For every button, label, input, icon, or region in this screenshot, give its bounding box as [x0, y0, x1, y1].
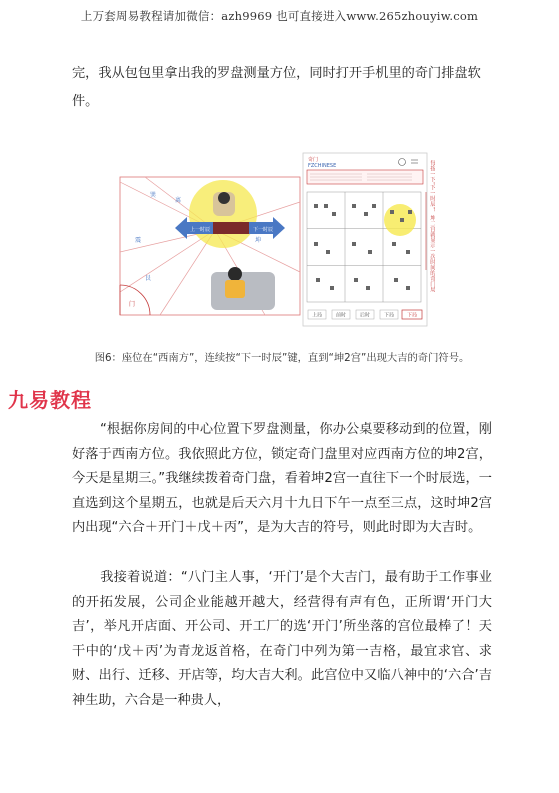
- figure-caption: 图6：座位在“西南方”，连续按“下一时辰”键，直到“坤2宫”出现大吉的奇门符号。: [94, 352, 470, 364]
- svg-text:艮: 艮: [145, 275, 152, 282]
- svg-text:震: 震: [135, 237, 142, 244]
- qimen-app-figure: [302, 152, 442, 328]
- body-paragraph-2: [72, 566, 492, 714]
- app-button-1: 上局: [312, 312, 323, 319]
- svg-text:离: 离: [175, 197, 182, 204]
- app-button-4: 下局: [384, 312, 395, 319]
- svg-text:坤: 坤: [255, 237, 262, 244]
- page-header: 上万套周易教程请加微信：azh9969 也可直接进入www.265zhouyiw.com: [80, 9, 479, 23]
- app-title: 奇门: [308, 157, 319, 163]
- side-note: 每按一下“下一时辰”，坤二宫就显示一次时间的奇门局: [429, 160, 435, 293]
- app-button-2: 前时: [336, 312, 347, 319]
- body-paragraph-1-text: “根据你房间的中心位置下罗盘测量，你办公桌要移动到的位置，刚好落于西南方位。我依照此方位，锁定奇门盘里对应西南方位的坤2宫，今天是星期三。”我继续拨着奇门盘，看着坤2宫一直往下一个时辰选，一直选到这个星期五，也就是后天六月十九日下午一点至三点，这时坤2宫内出现“六合＋开门＋戊＋丙”，是为大吉的符号，则此时即为大吉时。: [72, 422, 492, 536]
- intro-paragraph: 完，我从包包里拿出我的罗盘测量方位，同时打开手机里的奇门排盘软件。: [72, 66, 481, 109]
- app-brand: FZCHINESE: [308, 163, 337, 169]
- floor-plan-figure: [115, 162, 305, 317]
- next-hour-label: 下一时辰: [253, 227, 274, 233]
- watermark-logo: 九易教程: [8, 388, 92, 412]
- door-arc: [120, 285, 150, 315]
- app-button-3: 后时: [360, 312, 371, 319]
- body-paragraph-2-text: 我接着说道：“八门主人事，‘开门’是个大吉门，最有助于工作事业的开拓发展，公司企业能越开越大，经营得有声有色，正所谓‘开门大吉’，举凡开店面、开公司、开工厂的选‘开门’所坐落的宫位最棒了！天干中的‘戊＋丙’为青龙返首格，在奇门中列为第一吉格，最宜求官、求财、出行、迁移、开店等，均大吉大利。此宫位中又临八神中的‘六合’吉神生助，六合是一种贵人，: [72, 570, 492, 708]
- sofa-person-body: [225, 280, 245, 298]
- body-paragraph-1: [72, 418, 492, 541]
- svg-text:巽: 巽: [150, 192, 157, 199]
- app-button-5: 下局: [407, 312, 418, 319]
- sofa-person-icon: [228, 267, 242, 281]
- person-head-icon: [218, 192, 230, 204]
- door-label: 门: [129, 301, 136, 308]
- prev-hour-label: 上一时辰: [190, 227, 211, 233]
